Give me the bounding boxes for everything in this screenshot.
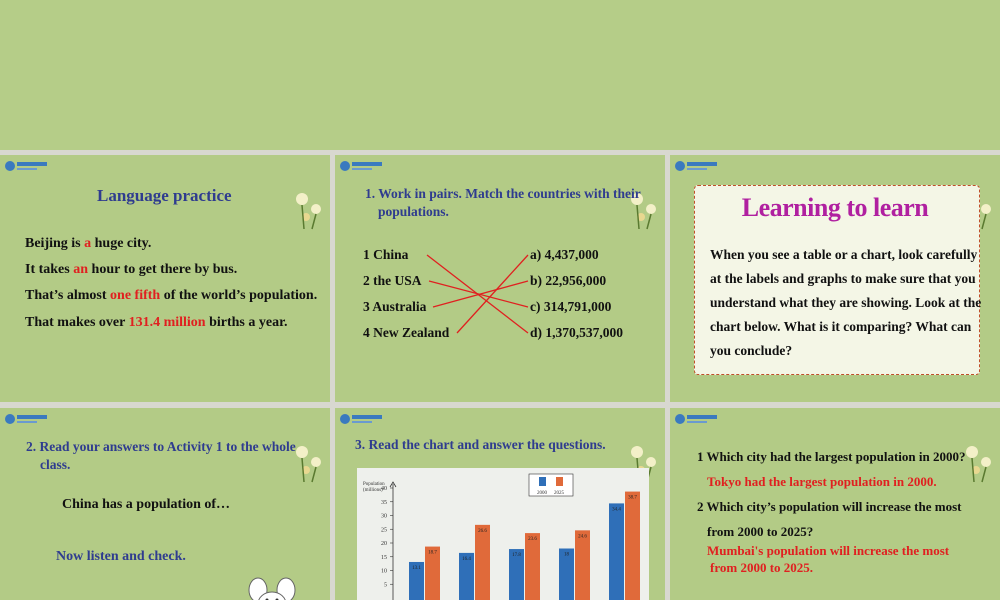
flower-decoration-icon: [288, 185, 328, 231]
bar-2025: [575, 530, 590, 600]
country-item: 4 New Zealand: [363, 325, 450, 340]
legend-label-2025: 2025: [554, 491, 564, 496]
bar-2025: [475, 525, 490, 600]
slide-read-answers[interactable]: [0, 408, 330, 600]
answer-prompt: China has a population of…: [62, 497, 231, 512]
population-item: d) 1,370,537,000: [530, 325, 624, 340]
instruction-line-1: 1. Work in pairs. Match the countries with their: [365, 186, 641, 201]
instruction-line-2: populations.: [378, 204, 449, 219]
bunny-icon: [244, 576, 300, 600]
country-item: 2 the USA: [363, 273, 422, 288]
publisher-logo-icon: [674, 159, 720, 173]
bar-data-label: 18.7: [428, 550, 437, 556]
population-item: a) 4,437,000: [530, 247, 599, 262]
bar-data-label: 26.6: [478, 528, 487, 534]
country-item: 3 Australia: [363, 299, 427, 314]
question-2-line-1: 2 Which city’s population will increase the most: [697, 499, 962, 514]
slide-match-countries[interactable]: [335, 155, 665, 402]
y-tick-label: 40: [381, 486, 387, 492]
publisher-logo-icon: [339, 412, 385, 426]
bar-data-label: 17.8: [512, 553, 521, 559]
instruction-line-2: class.: [40, 457, 71, 472]
practice-line-1: Beijing is a huge city.: [25, 236, 152, 251]
slide-language-practice[interactable]: [0, 155, 330, 402]
bar-data-label: 16.4: [462, 556, 471, 562]
bar-data-label: 38.7: [628, 495, 637, 501]
practice-line-4: That makes over 131.4 million births a year.: [25, 315, 288, 330]
bar-data-label: 23.6: [528, 537, 537, 543]
country-item: 1 China: [363, 247, 409, 262]
y-tick-label: 5: [384, 582, 387, 589]
chart-instruction: 3. Read the chart and answer the questions.: [355, 437, 606, 452]
slide-title: Language practice: [97, 186, 232, 205]
answer-2-line-2: from 2000 to 2025.: [710, 560, 814, 575]
slide-chart-questions[interactable]: [335, 408, 665, 600]
slide-learning-to-learn[interactable]: [670, 155, 1000, 402]
bar-2000: [609, 503, 624, 600]
bar-2025: [525, 533, 540, 600]
chart-legend: [529, 474, 573, 496]
learning-title: Learning to learn: [741, 193, 929, 222]
answer-2-line-1: Mumbai's population will increase the most: [707, 543, 950, 558]
publisher-logo-icon: [4, 412, 50, 426]
population-item: c) 314,791,000: [530, 299, 612, 314]
legend-swatch-2025: [556, 477, 563, 486]
matching-lines: [335, 155, 665, 402]
legend-label-2000: 2000: [537, 491, 547, 496]
y-tick-label: 30: [381, 513, 387, 520]
listen-instruction: Now listen and check.: [56, 549, 186, 564]
chart-svg: [357, 468, 649, 600]
y-tick-label: 10: [381, 568, 387, 575]
bar-data-label: 13.1: [412, 565, 421, 571]
population-item: b) 22,956,000: [530, 273, 607, 288]
chart-ylabel-2: (millions): [363, 488, 383, 493]
y-tick-label: 25: [381, 527, 387, 534]
bar-2025: [625, 492, 640, 600]
bar-data-label: 18: [564, 552, 569, 558]
question-1: 1 Which city had the largest population in 2000?: [697, 449, 966, 464]
instruction-line-1: 2. Read your answers to Activity 1 to the whole: [26, 439, 296, 454]
question-2-line-2: from 2000 to 2025?: [707, 524, 814, 539]
answer-1: Tokyo had the largest population in 2000.: [707, 474, 937, 489]
practice-line-3: That’s almost one fifth of the world’s population.: [25, 288, 318, 303]
population-chart: [357, 468, 649, 600]
publisher-logo-icon: [674, 412, 720, 426]
publisher-logo-icon: [4, 159, 50, 173]
chart-ylabel-1: Population: [363, 482, 385, 487]
practice-line-2: It takes an hour to get there by bus.: [25, 262, 238, 277]
bar-data-label: 24.6: [578, 534, 587, 540]
learning-text: When you see a table or a chart, look carefully at the labels and graphs to make sure that you understand what they are showing. Look at the chart below. What is it comparing? What can you conclude?: [710, 247, 982, 358]
y-tick-label: 15: [381, 554, 387, 561]
bar-data-label: 34.4: [612, 507, 621, 513]
top-banner: [0, 0, 1000, 150]
legend-swatch-2000: [539, 477, 546, 486]
slide-answers[interactable]: [670, 408, 1000, 600]
y-tick-label: 20: [381, 541, 387, 547]
y-tick-label: 35: [381, 499, 387, 506]
